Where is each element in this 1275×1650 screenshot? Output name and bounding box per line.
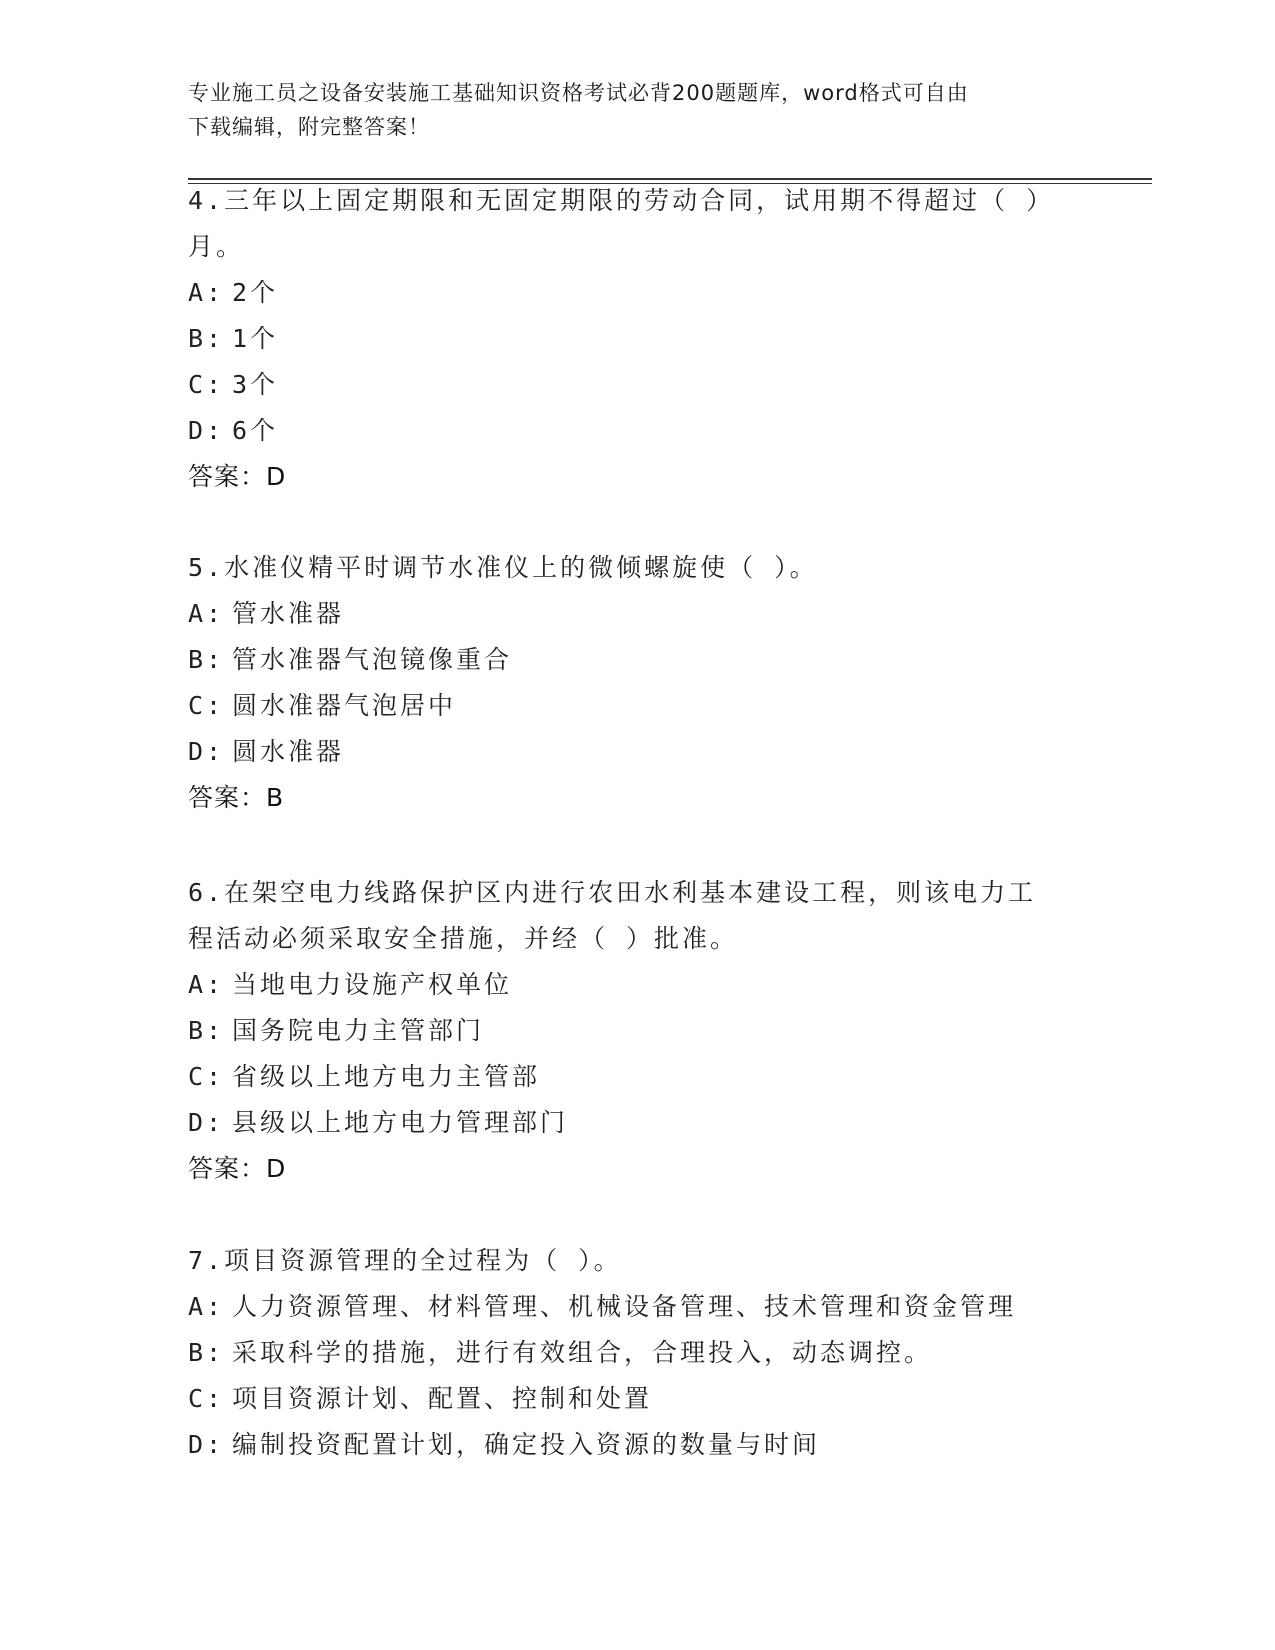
option-key: B: (188, 1338, 225, 1367)
option-key: A: (188, 970, 225, 999)
question-stem-line: 6.在架空电力线路保护区内进行农田水利基本建设工程，则该电力工 (188, 878, 1037, 907)
option-text: 管水准器气泡镜像重合 (232, 645, 513, 674)
document-header (188, 76, 1078, 144)
question-stem (188, 870, 1088, 962)
option-key: C: (188, 1062, 225, 1091)
option-text: 县级以上地方电力管理部门 (232, 1108, 569, 1137)
option-text: 6个 (232, 416, 279, 445)
option-text: 人力资源管理、材料管理、机械设备管理、技术管理和资金管理 (232, 1292, 1017, 1321)
option-b (188, 1008, 1088, 1054)
option-text: 2个 (232, 278, 279, 307)
option-c (188, 362, 1088, 408)
answer-text: 答案：D (188, 462, 287, 491)
option-c (188, 1376, 1088, 1422)
option-key: B: (188, 1016, 225, 1045)
question-stem (188, 1238, 1088, 1284)
option-b (188, 1330, 1088, 1376)
option-key: C: (188, 370, 225, 399)
option-key: D: (188, 737, 225, 766)
option-key: D: (188, 1108, 225, 1137)
question-7 (188, 1238, 1088, 1468)
option-text: 圆水准器 (232, 737, 345, 766)
question-5 (188, 545, 1088, 821)
option-key: B: (188, 324, 225, 353)
question-4 (188, 178, 1088, 500)
option-text: 省级以上地方电力主管部 (232, 1062, 541, 1091)
option-d (188, 408, 1088, 454)
option-a (188, 1284, 1088, 1330)
option-text: 圆水准器气泡居中 (232, 691, 457, 720)
question-stem (188, 178, 1088, 270)
option-text: 1个 (232, 324, 279, 353)
option-text: 编制投资配置计划，确定投入资源的数量与时间 (232, 1430, 821, 1459)
question-stem (188, 545, 1088, 591)
question-stem-line: 4.三年以上固定期限和无固定期限的劳动合同，试用期不得超过（ ） (188, 186, 1055, 215)
option-d (188, 1422, 1088, 1468)
option-key: C: (188, 691, 225, 720)
option-b (188, 637, 1088, 683)
option-a (188, 270, 1088, 316)
option-a (188, 962, 1088, 1008)
answer-text: 答案：B (188, 783, 285, 812)
option-c (188, 683, 1088, 729)
option-key: D: (188, 1430, 225, 1459)
option-text: 管水准器 (232, 599, 345, 628)
option-key: A: (188, 278, 225, 307)
option-d (188, 1100, 1088, 1146)
option-b (188, 316, 1088, 362)
header-line-2: 下载编辑，附完整答案！ (188, 115, 430, 139)
question-stem-line: 程活动必须采取安全措施，并经（ ）批准。 (188, 924, 739, 953)
option-key: A: (188, 1292, 225, 1321)
option-d (188, 729, 1088, 775)
question-stem-line: 月。 (188, 232, 245, 261)
option-text: 3个 (232, 370, 279, 399)
option-a (188, 591, 1088, 637)
header-line-1: 专业施工员之设备安装施工基础知识资格考试必背200题题库，word格式可自由 (188, 81, 969, 105)
question-stem-line: 7.项目资源管理的全过程为（ ）。 (188, 1246, 622, 1275)
option-key: B: (188, 645, 225, 674)
option-text: 采取科学的措施，进行有效组合，合理投入，动态调控。 (232, 1338, 933, 1367)
option-text: 项目资源计划、配置、控制和处置 (232, 1384, 653, 1413)
option-c (188, 1054, 1088, 1100)
option-key: A: (188, 599, 225, 628)
answer-text: 答案：D (188, 1154, 287, 1183)
option-text: 当地电力设施产权单位 (232, 970, 513, 999)
question-6 (188, 870, 1088, 1192)
option-key: D: (188, 416, 225, 445)
option-text: 国务院电力主管部门 (232, 1016, 485, 1045)
question-stem-line: 5.水准仪精平时调节水准仪上的微倾螺旋使（ ）。 (188, 553, 818, 582)
option-key: C: (188, 1384, 225, 1413)
